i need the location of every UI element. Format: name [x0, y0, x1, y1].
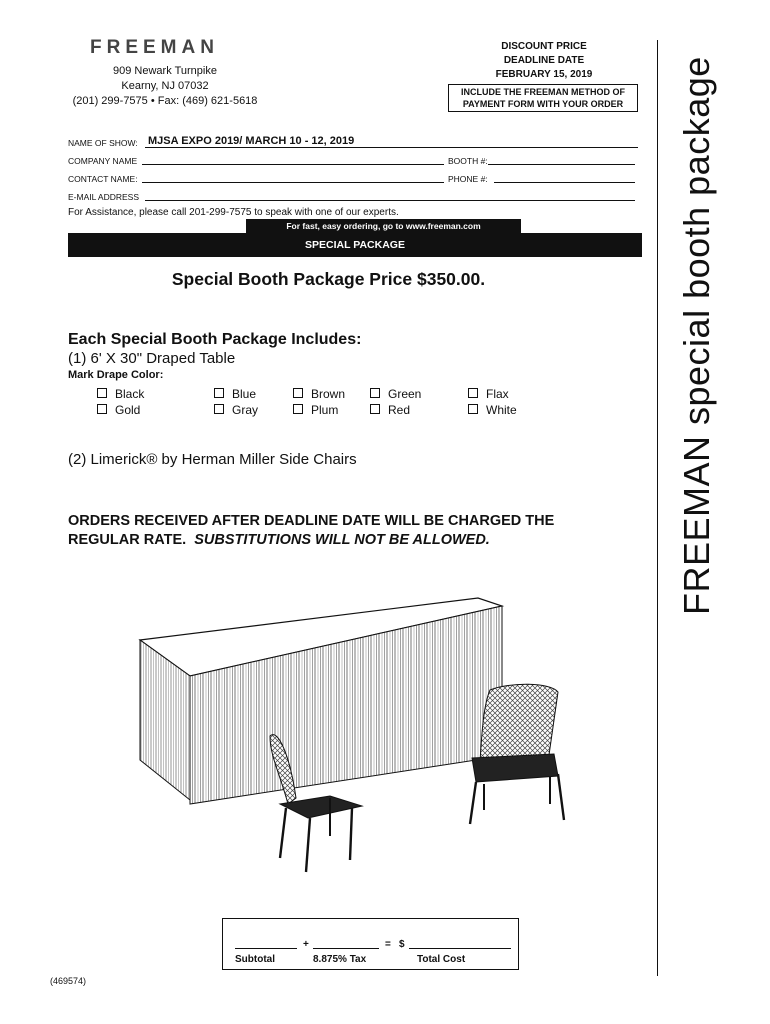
includes-heading: Each Special Booth Package Includes: [68, 331, 362, 348]
color-option-brown[interactable]: Brown [293, 387, 345, 401]
contact-field[interactable] [142, 182, 444, 183]
cost-summary-box [222, 918, 519, 970]
company-address [60, 64, 270, 109]
tax-field[interactable] [313, 948, 379, 949]
tax-label: 8.875% Tax [313, 954, 367, 965]
phone-label: PHONE #: [448, 174, 488, 184]
checkbox-icon[interactable] [97, 404, 107, 414]
checkbox-icon[interactable] [97, 388, 107, 398]
email-label: E-MAIL ADDRESS [68, 192, 140, 202]
equals-sign: = [385, 939, 391, 950]
notice-italic: SUBSTITUTIONS WILL NOT BE ALLOWED. [194, 532, 490, 548]
deadline-line1: DISCOUNT PRICE [501, 41, 587, 52]
vertical-divider [657, 40, 658, 976]
notice-line1: ORDERS RECEIVED AFTER DEADLINE DATE WILL BE CHARGED THE [68, 513, 555, 529]
color-option-blue[interactable]: Blue [214, 387, 256, 401]
company-field[interactable] [142, 164, 444, 165]
show-label: NAME OF SHOW: [68, 138, 138, 148]
deadline-notice [68, 512, 648, 550]
phone-field[interactable] [494, 182, 635, 183]
total-label: Total Cost [417, 954, 466, 965]
deadline-block [450, 40, 638, 82]
show-value: MJSA EXPO 2019/ MARCH 10 - 12, 2019 [148, 135, 355, 147]
contact-label: CONTACT NAME: [68, 174, 138, 184]
email-field[interactable] [145, 200, 635, 201]
show-field[interactable] [145, 147, 638, 148]
color-option-plum[interactable]: Plum [293, 403, 338, 417]
subtotal-field[interactable] [235, 948, 297, 949]
freeman-logo: FREEMAN [90, 37, 219, 58]
color-option-black[interactable]: Black [97, 387, 144, 401]
checkbox-icon[interactable] [468, 388, 478, 398]
assistance-text: For Assistance, please call 201-299-7575 to speak with one of our experts. [68, 207, 399, 218]
color-option-red[interactable]: Red [370, 403, 410, 417]
booth-field[interactable] [488, 164, 635, 165]
checkbox-icon[interactable] [370, 388, 380, 398]
address-line1: 909 Newark Turnpike [113, 65, 217, 77]
checkbox-icon[interactable] [214, 388, 224, 398]
color-option-gray[interactable]: Gray [214, 403, 258, 417]
color-option-white[interactable]: White [468, 403, 517, 417]
color-option-flax[interactable]: Flax [468, 387, 509, 401]
draped-table-graphic [140, 598, 502, 804]
booth-label: BOOTH #: [448, 156, 488, 166]
include-line1: INCLUDE THE FREEMAN METHOD OF [461, 87, 625, 97]
include-line2: PAYMENT FORM WITH YOUR ORDER [462, 99, 624, 109]
booth-illustration [130, 578, 590, 878]
company-label: COMPANY NAME [68, 156, 138, 166]
phone-fax: (201) 299-7575 • Fax: (469) 621-5618 [72, 95, 258, 107]
address-line2: Kearny, NJ 07032 [121, 80, 209, 92]
side-title: FREEMAN special booth package [676, 56, 717, 615]
checkbox-icon[interactable] [293, 388, 303, 398]
deadline-date: FEBRUARY 15, 2019 [495, 69, 593, 80]
plus-sign: + [303, 939, 309, 950]
color-option-gold[interactable]: Gold [97, 403, 140, 417]
special-package-bar: SPECIAL PACKAGE [68, 233, 642, 257]
checkbox-icon[interactable] [370, 404, 380, 414]
total-field[interactable] [409, 948, 511, 949]
checkbox-icon[interactable] [214, 404, 224, 414]
fast-ordering-tab: For fast, easy ordering, go to www.freeman.com [246, 219, 521, 233]
subtotal-label: Subtotal [235, 954, 275, 965]
form-code: (469574) [50, 976, 87, 986]
deadline-line2: DEADLINE DATE [503, 55, 585, 66]
include-payment-box [448, 84, 638, 112]
price-heading: Special Booth Package Price $350.00. [171, 269, 486, 289]
notice-line2: REGULAR RATE. SUBSTITUTIONS WILL NOT BE ALLOWED. [68, 532, 490, 548]
color-option-green[interactable]: Green [370, 387, 421, 401]
mark-color-label: Mark Drape Color: [68, 369, 164, 381]
side-chairs-item: (2) Limerick® by Herman Miller Side Chairs [68, 451, 357, 468]
checkbox-icon[interactable] [468, 404, 478, 414]
draped-table-item: (1) 6' X 30" Draped Table [68, 350, 236, 367]
dollar-sign: $ [399, 939, 405, 950]
checkbox-icon[interactable] [293, 404, 303, 414]
